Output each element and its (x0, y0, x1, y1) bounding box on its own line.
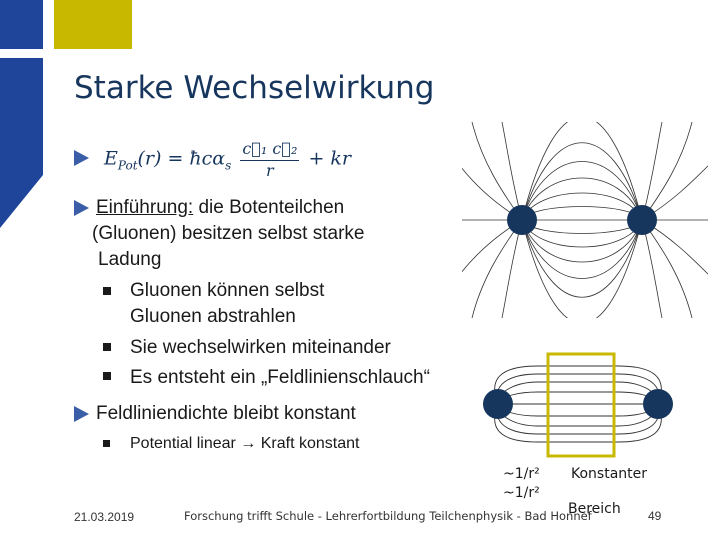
flux-tube-diagram (478, 352, 678, 462)
dipole-field-diagram (462, 122, 708, 318)
sub-bullet-square-icon (103, 287, 111, 295)
formula-alpha-sub: s (225, 158, 232, 173)
deco-yellow-square (54, 0, 132, 49)
flux-tube-lines (495, 366, 662, 442)
formula-arg: (r) = ħcα (137, 147, 226, 170)
formula-denominator: r (266, 161, 274, 180)
bullet-main-2: Feldliniendichte bleibt konstant (96, 403, 356, 424)
dipole-charge-left (507, 205, 537, 235)
sub-bullet-4: Potential linear → Kraft konstant (130, 435, 360, 452)
intro-underlined: Einführung: (96, 197, 194, 218)
sub-bullet-1-line2: Gluonen abstrahlen (130, 306, 296, 327)
sub-bullet-square-icon (103, 372, 111, 380)
formula-lhs: E (104, 147, 118, 170)
sub-bullet-2: Sie wechselwirken miteinander (130, 337, 391, 358)
sub-bullet-square-icon (103, 440, 110, 447)
bullet-intro-line2: (Gluonen) besitzen selbst starke (92, 223, 365, 244)
intro-rest: die Botenteilchen (193, 197, 345, 218)
sub-bullet-square-icon (103, 343, 111, 351)
annotation-region: Bereich (568, 501, 621, 517)
slide-title: Starke Wechselwirkung (74, 70, 435, 106)
formula-fraction (240, 138, 299, 181)
bullet-arrow-icon (74, 200, 89, 216)
flux-charge-left (483, 389, 513, 419)
bullet-intro (96, 196, 344, 219)
formula-numerator: c⃗₁ c⃗₂ (240, 138, 299, 161)
bullet-intro-line3: Ladung (98, 249, 162, 270)
annotation-inverse-square-2: ~1/r² (503, 485, 540, 501)
sub-bullet-1-line1: Gluonen können selbst (130, 280, 325, 301)
bullet-arrow-icon (74, 406, 89, 422)
potential-formula (104, 138, 351, 181)
footer-date: 21.03.2019 (74, 510, 135, 524)
annotation-inverse-square-1: ~1/r² (503, 466, 540, 482)
formula-tail: + kr (308, 147, 352, 170)
deco-blue-wedge (0, 58, 43, 228)
formula-lhs-sub: Pot (117, 158, 138, 173)
constant-region-box (548, 354, 614, 456)
annotation-constant: Konstanter (571, 466, 648, 482)
bullet-arrow-icon (74, 150, 89, 166)
deco-blue-square (0, 0, 43, 49)
footer-event: Forschung trifft Schule - Lehrerfortbildung Teilchenphysik - Bad Honnef (184, 509, 592, 523)
flux-charge-right (643, 389, 673, 419)
dipole-charge-right (627, 205, 657, 235)
sub-bullet-3: Es entsteht ein „Feldlinienschlauch“ (130, 367, 430, 388)
page-number: 49 (648, 509, 662, 523)
